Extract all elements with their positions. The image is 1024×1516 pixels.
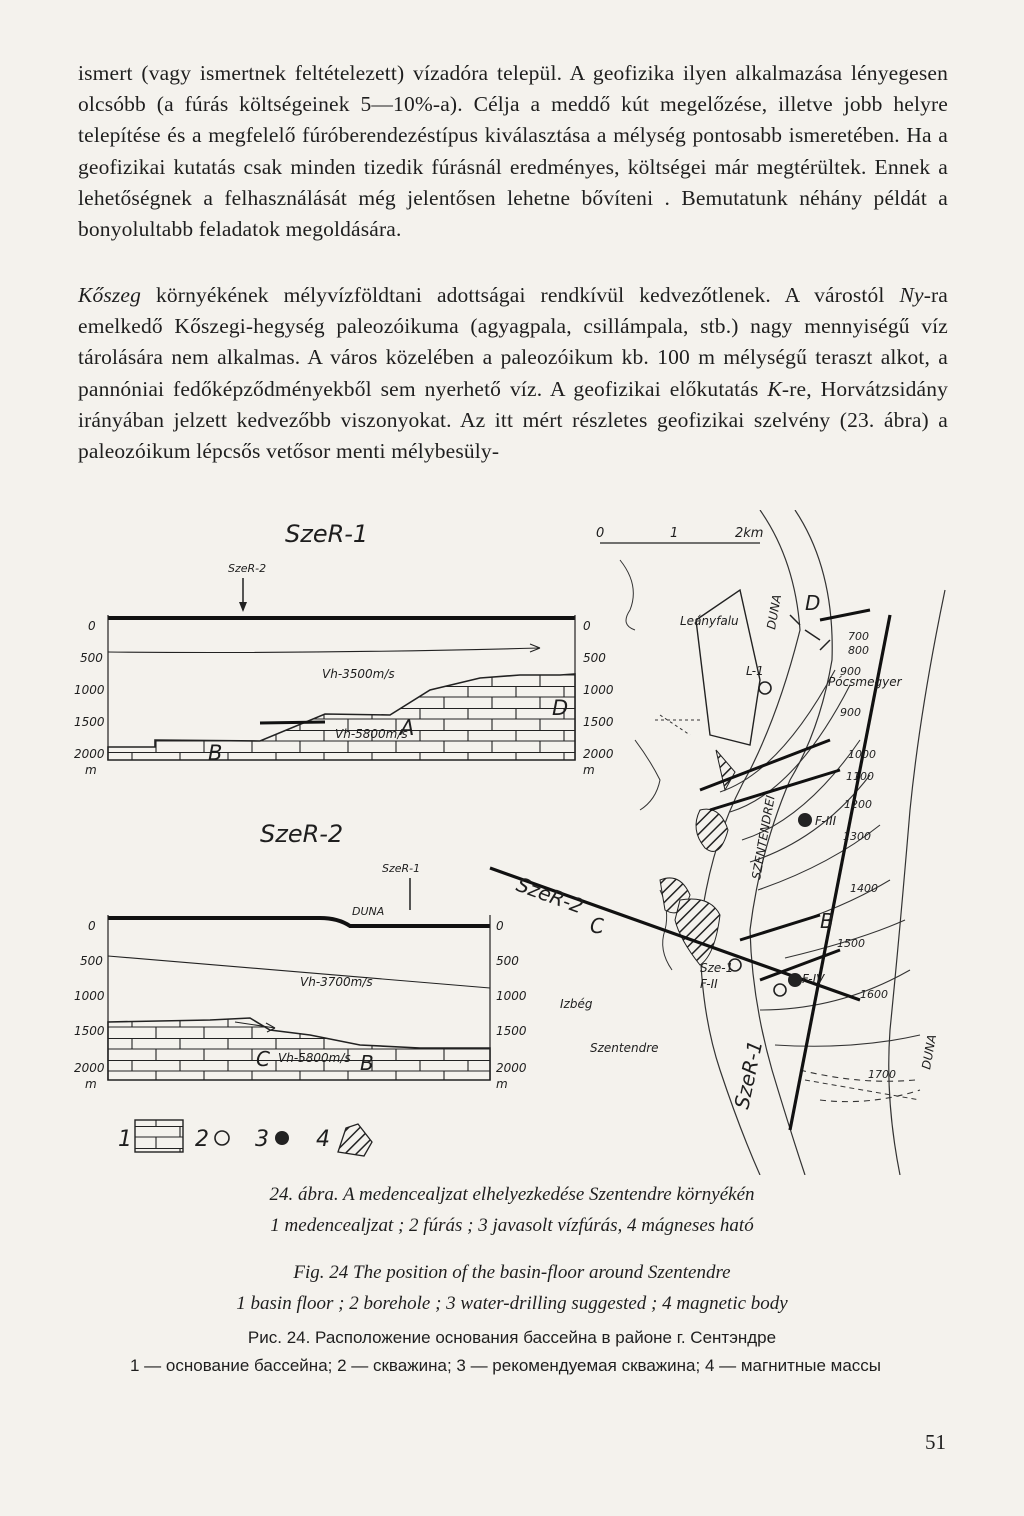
contour-label: 1500	[837, 937, 865, 950]
section-1-label-b: B	[208, 741, 223, 765]
depth-tick: 1000	[74, 683, 105, 697]
section-2-crossing-label: SzeR-1	[382, 862, 421, 875]
depth-unit: m	[85, 763, 97, 777]
section-1-left-depth-ticks	[74, 619, 105, 777]
contour-label: 1000	[848, 748, 876, 761]
depth-tick: 1500	[496, 1024, 527, 1038]
paragraph-2-part-1: környékének mélyvízföldtani adottságai rendkívül kedvezőtlenek. A várostól	[141, 283, 900, 307]
contour-label: 1200	[844, 798, 872, 811]
caption-english-title: Fig. 24 The position of the basin-floor around Szentendre	[293, 1262, 731, 1283]
legend-number-2: 2	[195, 1127, 209, 1152]
depth-tick: 1000	[74, 989, 105, 1003]
surface-line	[108, 918, 490, 926]
depth-tick: 500	[80, 651, 103, 665]
section-2-velocity-lower: Vh-5800m/s	[278, 1051, 351, 1065]
section-2-river-label: DUNA	[352, 905, 385, 918]
legend-number-1: 1	[118, 1127, 132, 1152]
caption-russian-legend: 1 — основание бассейна; 2 — скважина; 3 — рекомендуемая скважина; 4 — магнитные массы	[130, 1356, 882, 1375]
paragraph-2-part-2: -ra emelkedő Kőszegi-hegység paleozóikuma (agyagpala, csillámpala, stb.) nagy mennyiségű víz tárolására nem alkalmas. A város közelében a paleozóikum kb. 100 m mélységű teraszt alkot, a pannóniai fedőképződményekből sem nyerhető víz. A geofizikai előkutatás	[78, 283, 948, 401]
well-label: L-1	[746, 664, 764, 678]
river-label: DUNA	[764, 593, 785, 631]
depth-tick: 1000	[496, 989, 527, 1003]
scale-label: 0	[596, 526, 605, 541]
magnetic-body	[696, 809, 728, 851]
borehole-icon	[215, 1131, 229, 1145]
borehole-icon	[759, 682, 771, 694]
body-paragraph-1: ismert (vagy ismertnek feltételezett) vízadóra települ. A geofizika ilyen alkalmazása lényegesen olcsóbb (a fúrás költségeinek 5—10%-a). Célja a meddő kút megelőzése, illetve jobb helyre telepítése és a megfelelő fúróberendezéstípus kiválasztása a mélység pontosabb ismeretében. Ha a geofizikai kutatás csak minden tizedik fúrásnál eredményes, költségei már megtérültek. Ennek a lehetőségnek a felhasználását még jelentősen lehetne bővíteni . Bemutatunk néhány példát a bonyolultabb feladatok megoldására.	[78, 61, 948, 242]
depth-tick: 0	[88, 919, 96, 933]
velocity-boundary	[108, 956, 490, 988]
legend-number-4: 4	[316, 1127, 330, 1152]
profile-line-szer-1	[790, 615, 890, 1130]
contour-label: 1300	[843, 830, 871, 843]
contour-label: 1600	[860, 988, 888, 1001]
place-label: Szentendre	[590, 1041, 659, 1055]
place-label: Pócsmegyer	[828, 675, 902, 689]
section-1-right-depth-ticks	[583, 619, 614, 777]
section-2-title: SzeR-2	[260, 820, 344, 848]
caption-hungarian-title: 24. ábra. A medencealjzat elhelyezkedése Szentendre környékén	[269, 1184, 755, 1205]
suggested-well-icon	[798, 813, 812, 827]
section-1-label-d: D	[552, 696, 569, 720]
section-2-label-b: B	[360, 1051, 374, 1075]
river-label: DUNA	[919, 1033, 940, 1071]
section-1-velocity-upper: Vh-3500m/s	[322, 667, 395, 681]
caption-english-legend: 1 basin floor ; 2 borehole ; 3 water-drilling suggested ; 4 magnetic body	[236, 1293, 788, 1314]
map-contour-labels	[837, 630, 896, 1081]
map-profile-label-szer-2: SzeR-2	[513, 872, 587, 919]
borehole-icon	[774, 984, 786, 996]
legend-basin-floor-swatch	[135, 1120, 183, 1152]
body-paragraph-2	[78, 280, 948, 467]
figure-legend	[118, 1120, 372, 1156]
depth-tick: 1500	[583, 715, 614, 729]
suggested-well-icon	[788, 973, 802, 987]
scale-label: 1	[670, 526, 679, 541]
map-point-label: B	[820, 909, 834, 933]
page-number: 51	[925, 1430, 946, 1454]
section-2-velocity-upper: Vh-3700m/s	[300, 975, 373, 989]
depth-tick: 1000	[583, 683, 614, 697]
scale-label: 2km	[735, 526, 764, 541]
contour-label: 1700	[868, 1068, 896, 1081]
depth-tick: 500	[583, 651, 606, 665]
contour-label: 700	[848, 630, 869, 643]
depth-tick: 1500	[74, 715, 105, 729]
paragraph-2-part-3: -re, Horvátzsidány irányában jelzett kedvezőbb viszonyokat. Az itt mért részletes geofizikai szelvény (23. ábra) a paleozóikum lépcsős vetősor menti mélybesüly-	[78, 376, 948, 464]
depth-tick: 2000	[583, 747, 614, 761]
section-szer-2	[74, 820, 527, 1091]
depth-tick: 2000	[496, 1061, 527, 1075]
section-2-label-c: C	[256, 1047, 270, 1071]
section-szer-1	[74, 520, 614, 777]
depth-tick: 500	[496, 954, 519, 968]
caption-russian-title: Рис. 24. Расположение основания бассейна в районе г. Сентэндре	[247, 1328, 777, 1347]
section-1-label-a: A	[400, 716, 415, 740]
depth-tick: 2000	[74, 1061, 105, 1075]
section-1-title: SzeR-1	[285, 520, 369, 548]
depth-tick: 0	[88, 619, 96, 633]
well-label: F-II	[700, 977, 718, 991]
depth-unit: m	[85, 1077, 97, 1091]
well-label: F-III	[815, 814, 837, 828]
map-profile-label-szer-1: SzeR-1	[729, 1038, 768, 1112]
well-label: Sze-1	[700, 961, 734, 975]
contour-label: 1100	[846, 770, 874, 783]
well-label: F-IV	[802, 972, 825, 986]
direction-east: K	[767, 376, 782, 401]
depth-tick: 2000	[74, 747, 105, 761]
contour-label: 800	[848, 644, 869, 657]
contour-label: 900	[840, 706, 861, 719]
suggested-well-icon	[275, 1131, 289, 1145]
arrow-down-icon	[239, 602, 247, 612]
place-label: Izbég	[560, 997, 593, 1011]
place-label: Leányfalu	[680, 614, 739, 628]
river-label: SZENTENDREI	[749, 794, 778, 881]
figure-24	[60, 510, 960, 1175]
caption-hungarian-legend: 1 medencealjzat ; 2 fúrás ; 3 javasolt vízfúrás, 4 mágneses ható	[270, 1215, 754, 1236]
magnetic-body-icon	[338, 1124, 372, 1156]
section-1-velocity-lower: Vh-5800m/s	[335, 727, 408, 741]
section-2-right-depth-ticks	[496, 919, 527, 1091]
basin-floor-profile	[108, 674, 575, 760]
basin-floor-profile	[108, 1018, 490, 1080]
depth-tick: 500	[80, 954, 103, 968]
depth-unit: m	[496, 1077, 508, 1091]
legend-number-3: 3	[255, 1127, 269, 1152]
profile-tie-line	[805, 1080, 920, 1100]
depth-tick: 0	[583, 619, 591, 633]
contour-label: 1400	[850, 882, 878, 895]
location-map	[490, 510, 945, 1175]
map-point-label: D	[805, 591, 821, 615]
refractor-line	[260, 722, 325, 723]
section-1-crossing-label: SzeR-2	[228, 562, 267, 575]
depth-unit: m	[583, 763, 595, 777]
depth-tick: 0	[496, 919, 504, 933]
velocity-boundary	[108, 648, 540, 653]
depth-tick: 1500	[74, 1024, 105, 1038]
magnetic-body	[675, 899, 720, 965]
map-scale-bar	[596, 526, 763, 543]
place-name-koszeg: Kőszeg	[78, 283, 142, 307]
section-2-left-depth-ticks	[74, 919, 105, 1091]
contour-label: 900	[840, 665, 861, 678]
map-point-label: C	[590, 914, 604, 938]
direction-west: Ny	[899, 283, 924, 307]
